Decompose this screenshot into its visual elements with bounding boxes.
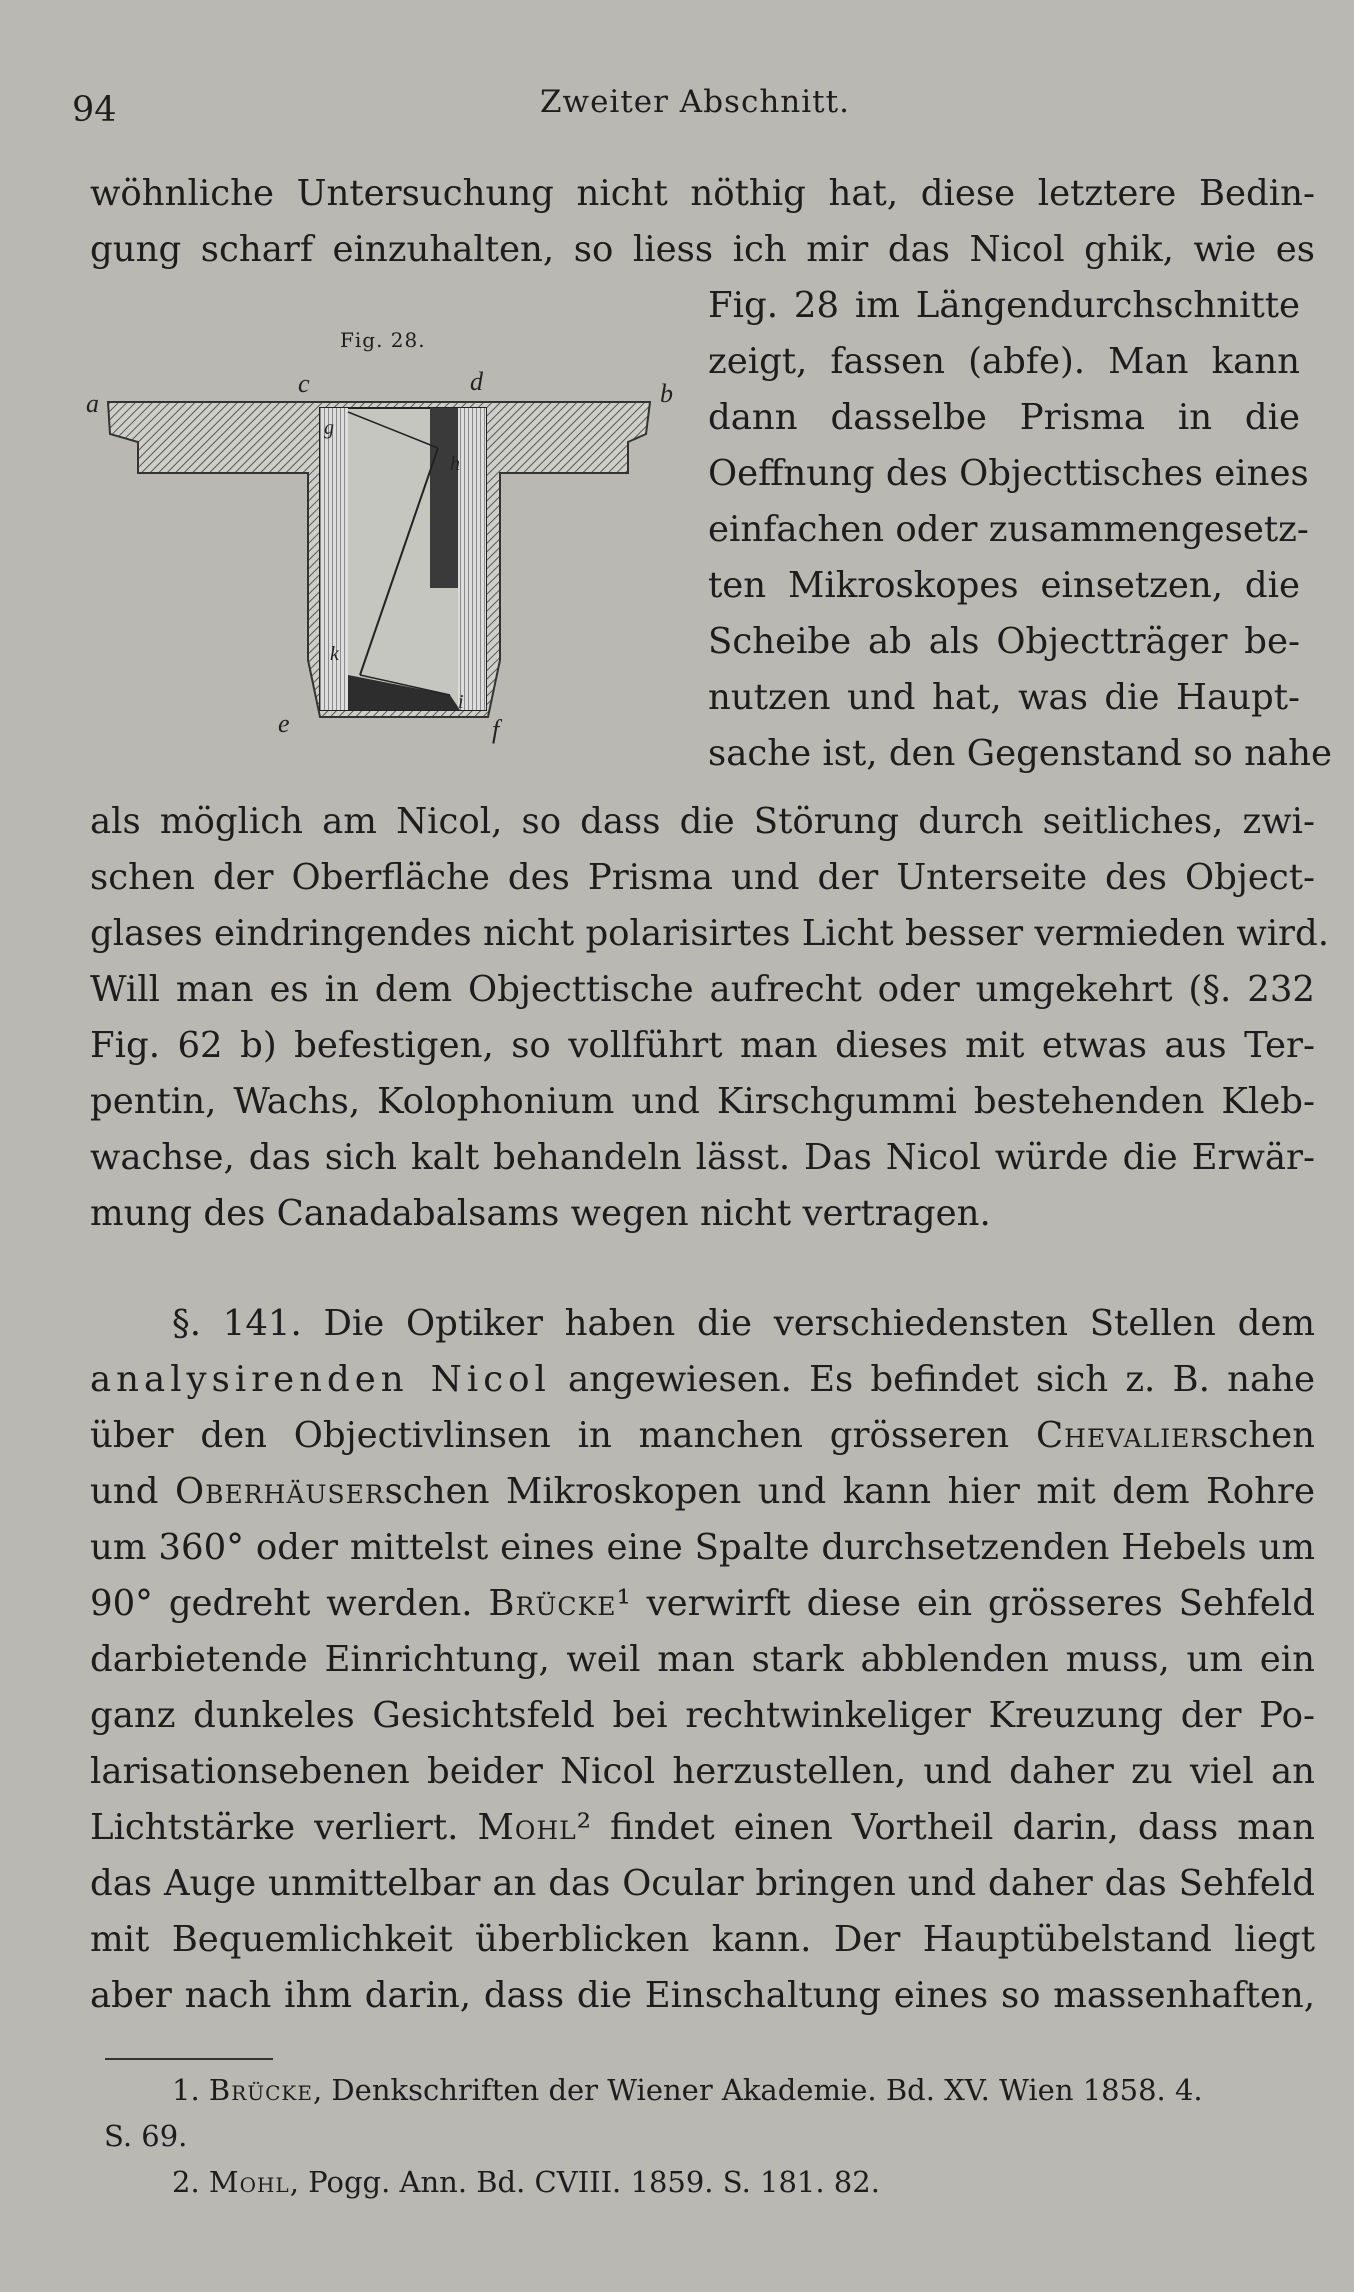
text-line: das Auge unmittelbar an das Ocular bringen und daher das Sehfeld [90, 1863, 1315, 1904]
footnote-2: 2. Mohl, Pogg. Ann. Bd. CVIII. 1859. S. 181. 82. [172, 2165, 880, 2199]
section-141-first-line: §. 141. Die Optiker haben die verschiedensten Stellen dem [172, 1303, 1315, 1344]
text-line: analysirenden Nicol angewiesen. Es befindet sich z. B. nahe [90, 1359, 1315, 1400]
text-line: Will man es in dem Objecttische aufrecht oder umgekehrt (§. 232 [90, 969, 1315, 1010]
label-h: h [450, 453, 460, 475]
text-line: darbietende Einrichtung, weil man stark abblenden muss, um ein [90, 1639, 1315, 1680]
text-line: mit Bequemlichkeit überblicken kann. Der Hauptübelstand liegt [90, 1919, 1315, 1960]
label-c: c [298, 369, 310, 398]
text-line: Scheibe ab als Objectträger be- [708, 621, 1300, 662]
text-line: aber nach ihm darin, dass die Einschaltung eines so massenhaften, [90, 1975, 1315, 2016]
text-line: pentin, Wachs, Kolophonium und Kirschgummi bestehenden Kleb- [90, 1081, 1315, 1122]
text-line: wöhnliche Untersuchung nicht nöthig hat, diese letztere Bedin- [90, 173, 1315, 214]
footnote-rule [105, 2058, 273, 2060]
label-a: a [86, 389, 99, 418]
text-line: als möglich am Nicol, so dass die Störung durch seitliches, zwi- [90, 801, 1315, 842]
text-line: Fig. 28 im Längendurchschnitte [708, 285, 1300, 326]
running-title: Zweiter Abschnitt. [540, 84, 850, 120]
text-line: Fig. 62 b) befestigen, so vollführt man dieses mit etwas aus Ter- [90, 1025, 1315, 1066]
text-line: larisationsebenen beider Nicol herzustellen, und daher zu viel an [90, 1751, 1315, 1792]
label-i: i [458, 691, 464, 713]
text-line: gung scharf einzuhalten, so liess ich mir das Nicol ghik, wie es [90, 229, 1315, 270]
label-g: g [324, 417, 334, 439]
text-line: zeigt, fassen (abfe). Man kann [708, 341, 1300, 382]
text-line: sache ist, den Gegenstand so nahe [708, 733, 1332, 774]
page-number: 94 [72, 90, 117, 130]
text-line: nutzen und hat, was die Haupt- [708, 677, 1300, 718]
page-header [0, 78, 1354, 138]
footnote-1: 1. Brücke, Denkschriften der Wiener Akademie. Bd. XV. Wien 1858. 4. [172, 2073, 1203, 2107]
text-line: 90° gedreht werden. Brücke¹ verwirft diese ein grösseres Sehfeld [90, 1583, 1315, 1624]
text-line: ten Mikroskopes einsetzen, die [708, 565, 1300, 606]
label-d: d [470, 367, 483, 396]
label-e: e [278, 709, 290, 738]
text-line: einfachen oder zusammengesetz- [708, 509, 1309, 550]
text-line: dann dasselbe Prisma in die [708, 397, 1300, 438]
text-line: Oeffnung des Objecttisches eines [708, 453, 1309, 494]
text-line: ganz dunkeles Gesichtsfeld bei rechtwinkeliger Kreuzung der Po- [90, 1695, 1315, 1736]
text-line: mung des Canadabalsams wegen nicht vertragen. [90, 1193, 991, 1234]
text-line: und Oberhäuserschen Mikroskopen und kann hier mit dem Rohre [90, 1471, 1315, 1512]
figure-28-nicol-mount [80, 330, 700, 770]
label-k: k [330, 643, 339, 665]
text-line: glases eindringendes nicht polarisirtes Licht besser vermieden wird. [90, 913, 1330, 954]
text-line: um 360° oder mittelst eines eine Spalte durchsetzenden Hebels um [90, 1527, 1315, 1568]
dark-edge [430, 408, 458, 588]
prism-side-right [458, 408, 486, 710]
text-line: wachse, das sich kalt behandeln lässt. Das Nicol würde die Erwär- [90, 1137, 1315, 1178]
text-line: Lichtstärke verliert. Mohl² findet einen Vortheil darin, dass man [90, 1807, 1315, 1848]
label-f: f [492, 715, 500, 744]
text-line: schen der Oberfläche des Prisma und der Unterseite des Object- [90, 857, 1315, 898]
text-line: über den Objectivlinsen in manchen grösseren Chevalierschen [90, 1415, 1315, 1456]
footnote-1-cont: S. 69. [104, 2119, 188, 2153]
figure-caption: Fig. 28. [340, 328, 426, 352]
label-b: b [660, 379, 673, 408]
